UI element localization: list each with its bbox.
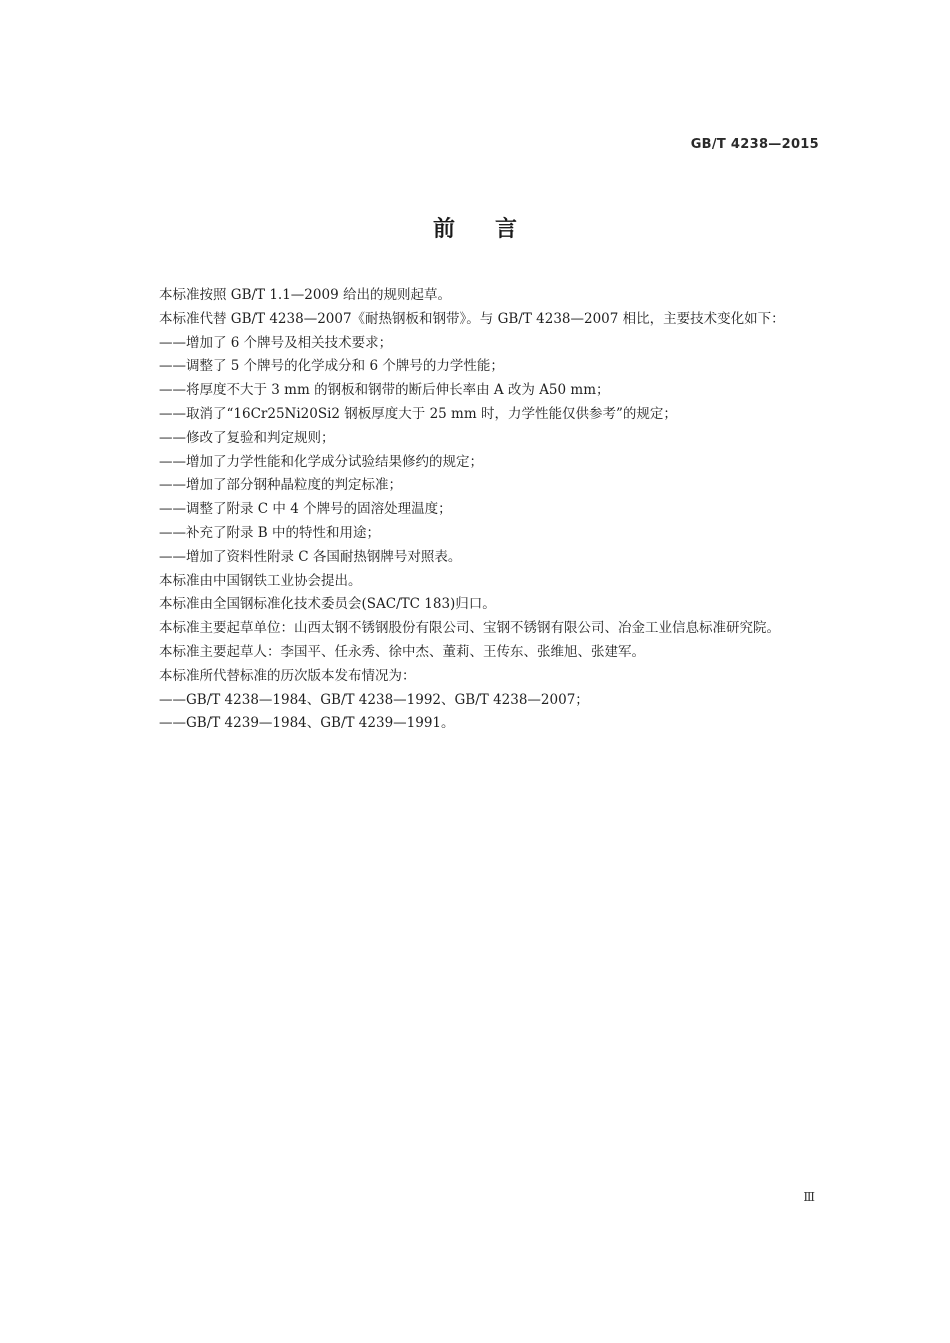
- history-list: [132, 689, 822, 737]
- list-item: ——补充了附录 B 中的特性和用途；: [159, 524, 381, 541]
- list-item: ——GB/T 4239—1984、GB/T 4239—1991。: [159, 715, 455, 732]
- list-item: ——增加了 6 个牌号及相关技术要求；: [159, 334, 393, 351]
- list-item: ——取消了“16Cr25Ni20Si2 钢板厚度大于 25 mm 时，力学性能仅供参考”的规定；: [159, 405, 677, 422]
- list-item: ——增加了部分钢种晶粒度的判定标准；: [159, 477, 402, 494]
- list-item: ——修改了复验和判定规则；: [159, 429, 335, 446]
- paragraph-committee: 本标准由全国钢标准化技术委员会(SAC/TC 183)归口。: [159, 596, 496, 613]
- standard-code: GB/T 4238—2015: [690, 137, 819, 152]
- paragraph-drafting-rules: 本标准按照 GB/T 1.1—2009 给出的规则起草。: [159, 287, 451, 303]
- paragraph-history-intro: 本标准所代替标准的历次版本发布情况为：: [159, 667, 416, 684]
- list-item: ——调整了附录 C 中 4 个牌号的固溶处理温度；: [159, 501, 452, 518]
- changes-list: [132, 332, 822, 570]
- paragraph-drafting-units: 本标准主要起草单位：山西太钢不锈钢股份有限公司、宝钢不锈钢有限公司、冶金工业信息标准研究院。: [159, 620, 780, 637]
- page-number: Ⅲ: [803, 1190, 815, 1204]
- list-item: ——增加了资料性附录 C 各国耐热钢牌号对照表。: [159, 548, 462, 565]
- list-item: ——将厚度不大于 3 mm 的钢板和钢带的断后伸长率由 A 改为 A50 mm；: [159, 382, 610, 399]
- list-item: ——GB/T 4238—1984、GB/T 4238—1992、GB/T 4238—2007；: [159, 691, 589, 708]
- list-item: ——调整了 5 个牌号的化学成分和 6 个牌号的力学性能；: [159, 358, 504, 375]
- paragraph-drafters: 本标准主要起草人：李国平、任永秀、徐中杰、董莉、王传东、张维旭、张建军。: [159, 643, 645, 660]
- paragraph-proposer: 本标准由中国钢铁工业协会提出。: [159, 572, 362, 589]
- paragraph-replacement: 本标准代替 GB/T 4238—2007《耐热钢板和钢带》。与 GB/T 4238—2007 相比，主要技术变化如下：: [159, 310, 785, 327]
- list-item: ——增加了力学性能和化学成分试验结果修约的规定；: [159, 453, 483, 470]
- document-body: [132, 284, 822, 736]
- page-title: 前言: [432, 217, 557, 242]
